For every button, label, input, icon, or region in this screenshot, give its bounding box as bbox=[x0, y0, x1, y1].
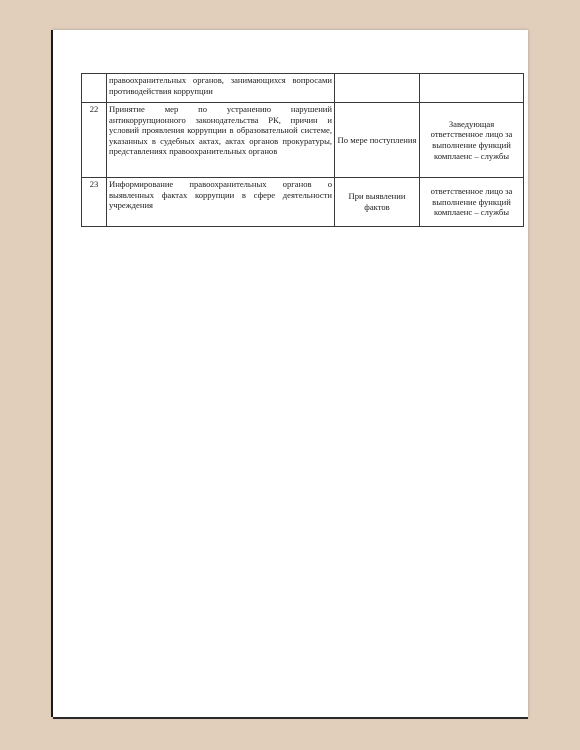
measure-responsible: Заведующая ответственное лицо за выполнение функций комплаенс – службы bbox=[420, 103, 524, 178]
measure-responsible bbox=[420, 74, 524, 103]
measures-table bbox=[81, 73, 524, 227]
measure-description: правоохранительных органов, занимающихся вопросами противодействия коррупции bbox=[107, 74, 335, 103]
measure-term: По мере поступления bbox=[335, 103, 420, 178]
table-row bbox=[82, 178, 524, 227]
measure-term bbox=[335, 74, 420, 103]
document-page bbox=[53, 30, 528, 717]
row-number: 23 bbox=[82, 178, 107, 227]
table-row bbox=[82, 74, 524, 103]
measure-description: Принятие мер по устранению нарушений антикоррупционного законодательства РК, причин и условий проявления коррупции в образовательной системе, указанных в судебных актах, актах органов прокуратуры, представлениях правоохранительных органов bbox=[107, 103, 335, 178]
row-number bbox=[82, 74, 107, 103]
measure-description: Информирование правоохранительных органов о выявленных фактах коррупции в сфере деятельности учреждения bbox=[107, 178, 335, 227]
row-number: 22 bbox=[82, 103, 107, 178]
measure-responsible: ответственное лицо за выполнение функций комплаенс – службы bbox=[420, 178, 524, 227]
measure-term: При выявлении фактов bbox=[335, 178, 420, 227]
table-row bbox=[82, 103, 524, 178]
